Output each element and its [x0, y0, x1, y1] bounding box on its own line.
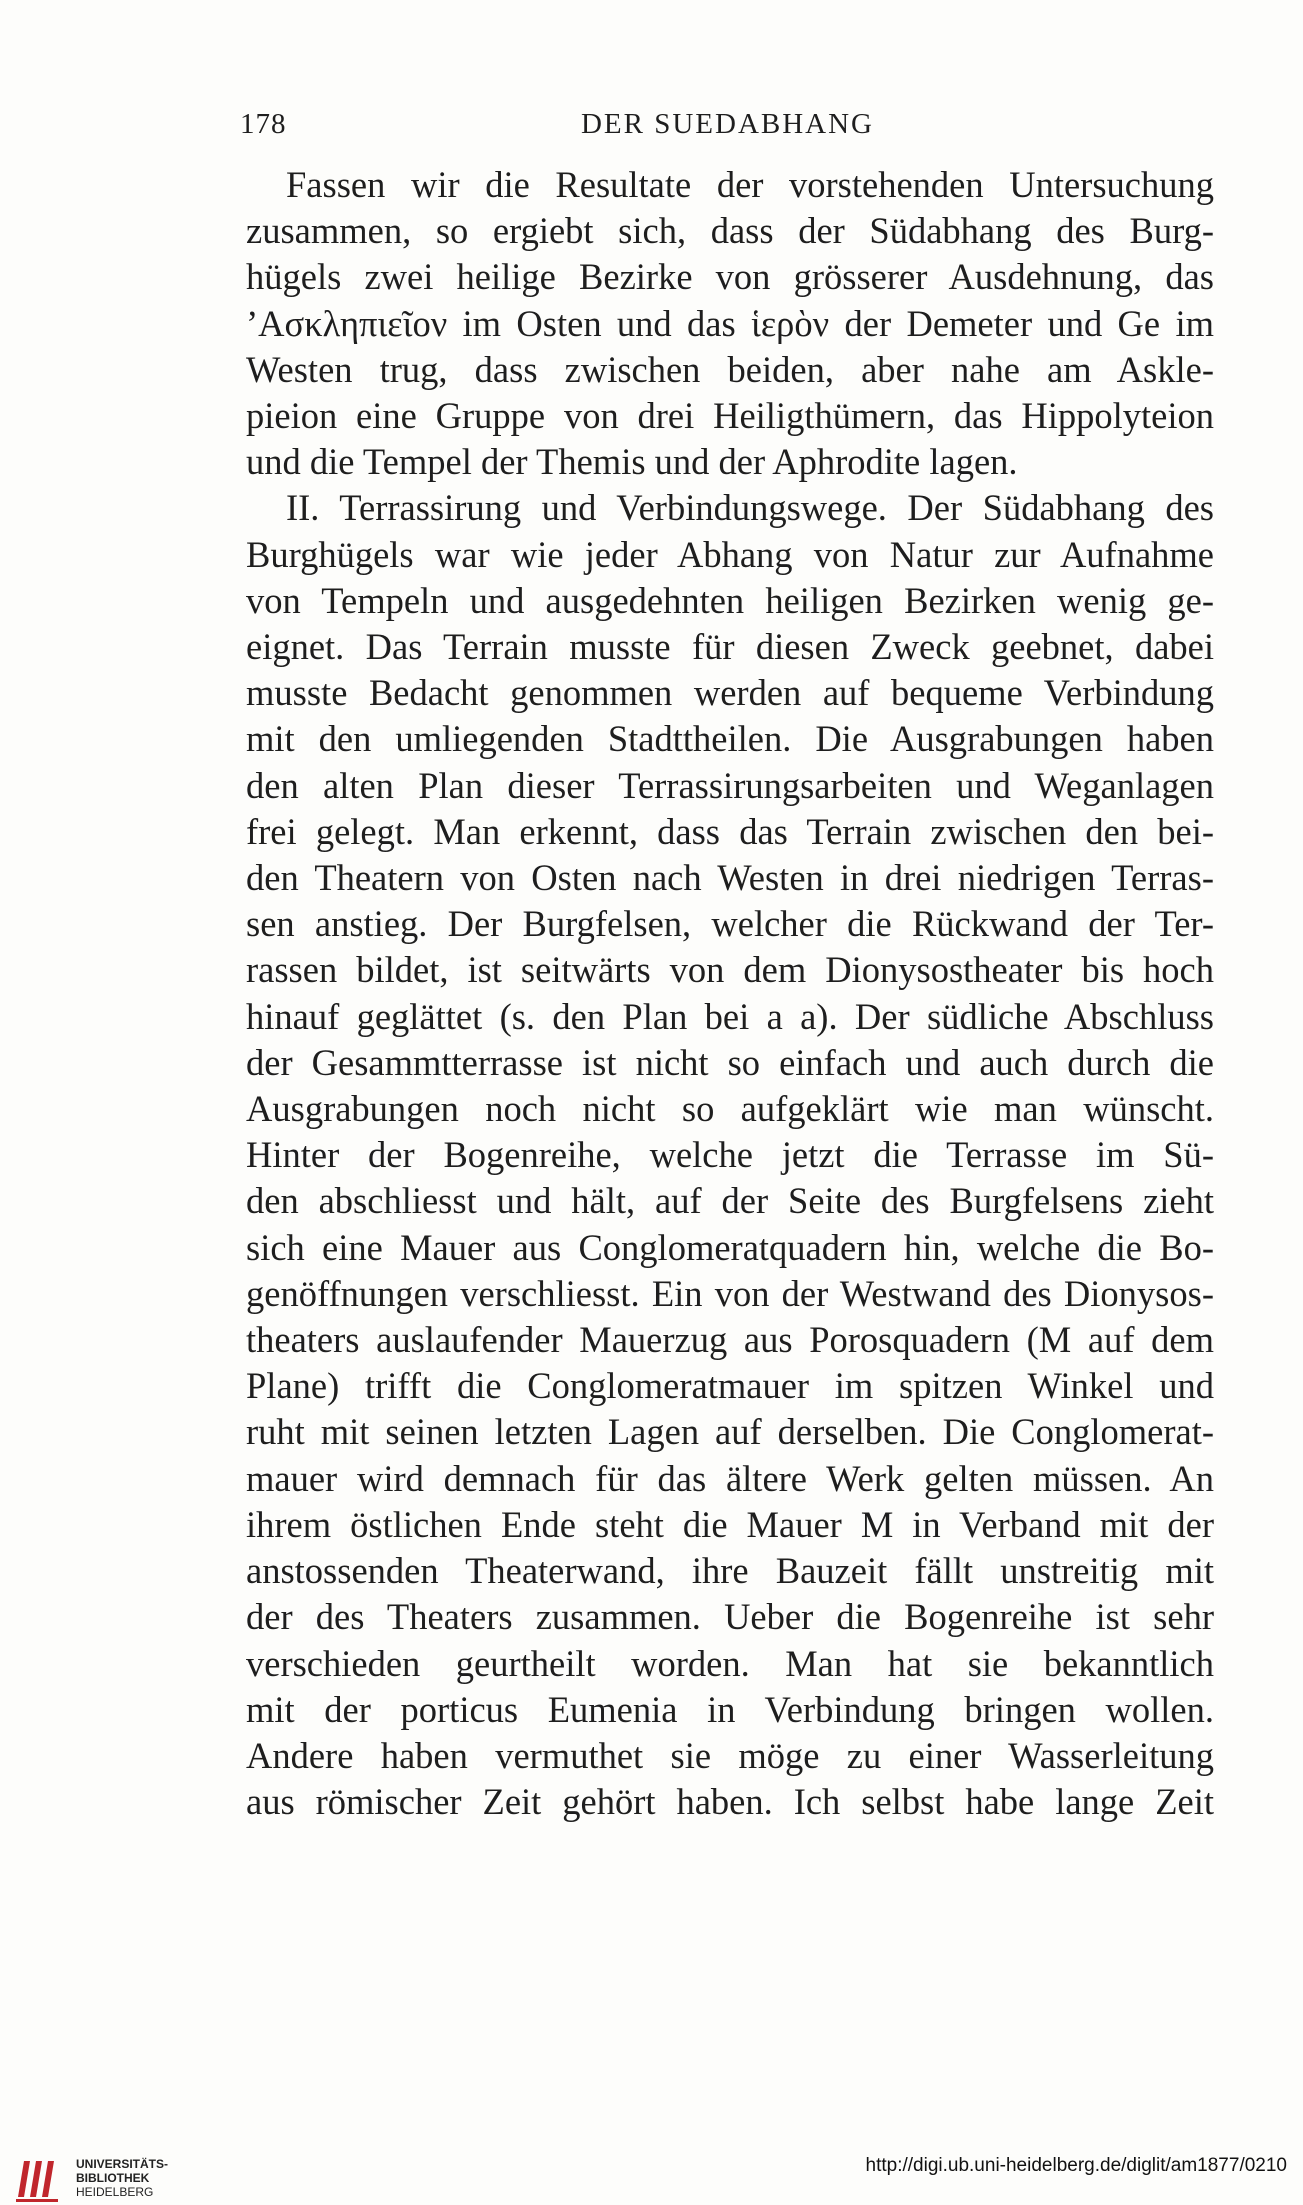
text-line: ihrem östlichen Ende steht die Mauer M in Verband mit der [246, 1503, 1214, 1545]
text-line: Westen trug, dass zwischen beiden, aber nahe am Askle- [246, 348, 1214, 390]
source-url-link[interactable]: http://digi.ub.uni-heidelberg.de/diglit/am1877/0210 [865, 2155, 1287, 2176]
text-line: sich eine Mauer aus Conglomeratquadern hin, welche die Bo- [246, 1226, 1214, 1268]
text-line: mauer wird demnach für das ältere Werk gelten müssen. An [246, 1457, 1214, 1499]
text-line: verschieden geurtheilt worden. Man hat sie bekanntlich [246, 1642, 1214, 1684]
text-line: von Tempeln und ausgedehnten heiligen Bezirken wenig ge- [246, 579, 1214, 621]
text-line: pieion eine Gruppe von drei Heiligthümern, das Hippolyteion [246, 395, 1214, 437]
text-line: ʼΑσκληπιεῖον im Osten und das ἱερὸν der Demeter und Ge im [246, 302, 1214, 344]
text-line: frei gelegt. Man erkennt, dass das Terrain zwischen den bei- [246, 810, 1214, 852]
text-line: hügels zwei heilige Bezirke von grösserer Ausdehnung, das [246, 256, 1214, 298]
text-line: II. Terrassirung und Verbindungswege. Der Südabhang des [286, 487, 1214, 529]
text-line: den Theatern von Osten nach Westen in drei niedrigen Terras- [246, 857, 1214, 899]
text-line: anstossenden Theaterwand, ihre Bauzeit fällt unstreitig mit [246, 1550, 1214, 1592]
body-text [246, 162, 1214, 1825]
text-line: sen anstieg. Der Burgfelsen, welcher die Rückwand der Ter- [246, 903, 1214, 945]
running-head [240, 108, 1215, 148]
logo-line-3: HEIDELBERG [76, 2185, 154, 2199]
text-line: der des Theaters zusammen. Ueber die Bogenreihe ist sehr [246, 1596, 1214, 1638]
text-line: der Gesammtterrasse ist nicht so einfach und auch durch die [246, 1041, 1214, 1083]
university-library-logo-icon [14, 2153, 70, 2203]
text-line: den alten Plan dieser Terrassirungsarbeiten und Weganlagen [246, 764, 1214, 806]
text-line: aus römischer Zeit gehört haben. Ich selbst habe lange Zeit [246, 1781, 1214, 1823]
text-line: und die Tempel der Themis und der Aphrodite lagen. [246, 441, 1018, 483]
text-line: eignet. Das Terrain musste für diesen Zweck geebnet, dabei [246, 626, 1214, 668]
text-line: hinauf geglättet (s. den Plan bei a a). Der südliche Abschluss [246, 995, 1214, 1037]
text-line: zusammen, so ergiebt sich, dass der Südabhang des Burg- [246, 210, 1214, 252]
text-line: mit den umliegenden Stadttheilen. Die Ausgrabungen haben [246, 718, 1214, 760]
text-line: Burghügels war wie jeder Abhang von Natur zur Aufnahme [246, 533, 1214, 575]
text-line: rassen bildet, ist seitwärts von dem Dionysostheater bis hoch [246, 949, 1214, 991]
text-lines [246, 162, 1214, 1825]
logo-line-1: UNIVERSITÄTS- [76, 2157, 169, 2171]
text-line: musste Bedacht genommen werden auf bequeme Verbindung [246, 672, 1214, 714]
text-line: mit der porticus Eumenia in Verbindung bringen wollen. [246, 1688, 1214, 1730]
library-logo[interactable] [14, 2153, 174, 2205]
page-number: 178 [240, 108, 287, 140]
running-title: DER SUEDABHANG [580, 108, 875, 140]
text-line: Ausgrabungen noch nicht so aufgeklärt wie man wünscht. [246, 1088, 1214, 1130]
text-line: Andere haben vermuthet sie möge zu einer Wasserleitung [246, 1734, 1214, 1776]
logo-line-2: BIBLIOTHEK [76, 2171, 150, 2185]
text-line: Hinter der Bogenreihe, welche jetzt die Terrasse im Sü- [246, 1134, 1214, 1176]
text-line: den abschliesst und hält, auf der Seite des Burgfelsens zieht [246, 1180, 1214, 1222]
text-line: Plane) trifft die Conglomeratmauer im spitzen Winkel und [246, 1365, 1214, 1407]
text-line: Fassen wir die Resultate der vorstehenden Untersuchung [286, 164, 1214, 205]
text-line: theaters auslaufender Mauerzug aus Porosquadern (M auf dem [246, 1319, 1214, 1361]
footer [0, 2145, 1303, 2205]
text-line: ruht mit seinen letzten Lagen auf derselben. Die Conglomerat- [246, 1411, 1214, 1453]
logo-text [76, 2157, 168, 2199]
text-line: genöffnungen verschliesst. Ein von der Westwand des Dionysos- [246, 1272, 1214, 1314]
